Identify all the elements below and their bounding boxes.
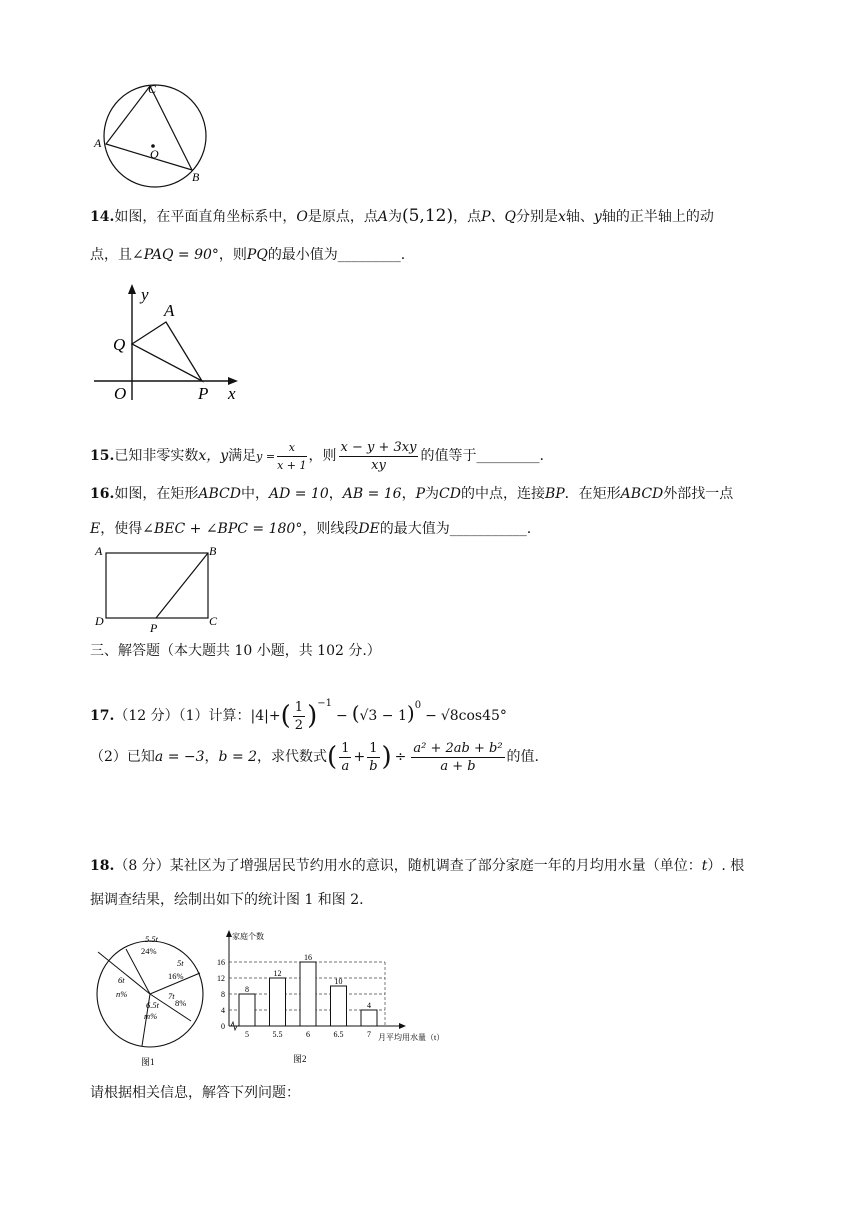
- bar-value-label: 12: [273, 969, 282, 978]
- text: ，: [328, 486, 343, 502]
- bar-chart-content: [217, 930, 444, 1042]
- bar-y-tick-label: 12: [217, 974, 225, 983]
- pie-slice-label: 6.5t: [146, 1000, 159, 1010]
- q16-line1: [90, 483, 733, 505]
- text: 是原点，点: [307, 209, 378, 225]
- math: A: [377, 209, 388, 225]
- fraction-x-over-x-plus-1: [277, 439, 306, 474]
- pie-slice-pct: 24%: [141, 946, 157, 956]
- text: 外部找一点: [663, 486, 734, 502]
- bar-y-axis-label: 家庭个数: [232, 932, 264, 941]
- label-a: A: [94, 136, 102, 150]
- math: P、Q: [481, 209, 516, 225]
- bar-y-tick-label: 8: [221, 990, 225, 999]
- numerator: x: [277, 439, 306, 457]
- paren-open: (: [327, 742, 338, 772]
- text: 分别是: [516, 209, 558, 225]
- pie-slice-label: 5t: [177, 958, 184, 968]
- denominator: x + 1: [277, 458, 307, 472]
- math: ∠PAQ = 90°: [132, 247, 219, 263]
- math: ∠BEC + ∠BPC = 180°: [142, 521, 303, 537]
- bar-y-tick-label: 16: [217, 958, 225, 967]
- math: t: [701, 858, 708, 874]
- label-y: y: [141, 285, 149, 304]
- numerator: 1: [294, 699, 304, 715]
- math: +: [353, 749, 366, 765]
- q17-number: 17.: [90, 708, 115, 724]
- denominator: a + b: [440, 758, 476, 774]
- text: （12 分）: [114, 708, 179, 724]
- q14-line2: [90, 244, 405, 266]
- label-o: O: [114, 384, 127, 403]
- math: |4|: [250, 708, 269, 724]
- pie-slice-label: 5.5t: [145, 934, 158, 944]
- math: ABCD: [198, 486, 241, 502]
- circle: [104, 85, 206, 187]
- pie-chart: [94, 926, 214, 1071]
- q15-number: 15.: [90, 448, 115, 464]
- text: 的最小值为_________.: [267, 247, 406, 263]
- math: AB = 16: [342, 486, 402, 502]
- bar-x-tick-label: 5: [245, 1030, 249, 1039]
- fraction-half: [293, 699, 305, 734]
- math: b = 2: [218, 749, 258, 765]
- text: ，使得: [100, 521, 143, 537]
- section-3-heading: 三、解答题（本大题共 10 小题，共 102 分.）: [90, 643, 381, 659]
- label-b: B: [192, 170, 200, 184]
- denominator: xy: [371, 457, 386, 473]
- math: (5,12): [401, 206, 454, 226]
- math: √3 − 1: [359, 708, 407, 724]
- exponent: −1: [317, 698, 332, 709]
- math: x: [558, 209, 566, 225]
- bar-x-tick-label: 6.5: [333, 1030, 344, 1039]
- q13-figure: [92, 82, 212, 194]
- text: （2）已知: [90, 749, 155, 765]
- bar: [239, 994, 255, 1026]
- q18-after: 请根据相关信息，解答下列问题：: [90, 1085, 300, 1101]
- text: ，: [204, 749, 219, 765]
- q14-line1: [90, 205, 714, 228]
- denominator: a: [341, 758, 350, 774]
- text: 为: [387, 209, 402, 225]
- text: （8 分）某社区为了增强居民节约用水的意识，随机调查了部分家庭一年的月均用水量（单位：: [114, 858, 702, 874]
- text: 满足: [228, 448, 257, 464]
- paren-close: ): [307, 701, 318, 731]
- math: y: [593, 209, 602, 225]
- text: ，: [401, 486, 416, 502]
- paren-close: ): [406, 701, 415, 725]
- label-p: P: [150, 621, 158, 633]
- math: BP: [544, 486, 565, 502]
- text: ，则: [218, 247, 247, 263]
- paren-close: ): [381, 742, 392, 772]
- exponent: 0: [414, 700, 422, 711]
- math: −: [425, 708, 437, 724]
- bar-x-tick-label: 5.5: [272, 1030, 283, 1039]
- q14-figure: [92, 282, 252, 404]
- text: 已知非零实数: [114, 448, 199, 464]
- label-c: C: [209, 614, 218, 628]
- bar-value-label: 4: [367, 1001, 371, 1010]
- y-arrow: [128, 284, 136, 294]
- text: 中，: [240, 486, 269, 502]
- q18-line1: [90, 855, 744, 877]
- label-x: x: [228, 384, 236, 403]
- label-d: D: [95, 614, 104, 628]
- pie-slice-label: 7t: [168, 991, 175, 1001]
- q14-number: 14.: [90, 209, 115, 225]
- math: −: [335, 708, 348, 724]
- text: 的值等于_________.: [420, 448, 544, 464]
- text: 为: [425, 486, 440, 502]
- text: 如图，在平面直角坐标系中，: [114, 209, 297, 225]
- math: ÷: [394, 749, 407, 765]
- fraction-big: [411, 740, 504, 775]
- text: 的值.: [506, 749, 539, 765]
- text: 轴、: [565, 209, 594, 225]
- bar-value-label: 8: [245, 985, 249, 994]
- bar: [270, 978, 286, 1026]
- paren-open: (: [351, 701, 360, 725]
- segment-bp: [156, 553, 208, 618]
- math: y =: [256, 450, 276, 463]
- bar-x-arrow: [399, 1023, 406, 1029]
- triangle-qap: [132, 322, 202, 381]
- bar: [331, 986, 347, 1026]
- pie-divider: [98, 952, 150, 994]
- text: ，求代数式: [257, 749, 328, 765]
- bar-x-tick-label: 7: [367, 1030, 371, 1039]
- text: ，则: [308, 448, 337, 464]
- text: ，点: [453, 209, 482, 225]
- triangle-abc: [106, 86, 192, 170]
- math: AD = 10: [268, 486, 329, 502]
- numerator: a² + 2ab + b²: [413, 740, 503, 756]
- paren-open: (: [280, 701, 291, 731]
- text: 如图，在矩形: [114, 486, 199, 502]
- bar-y-tick-label: 0: [221, 1022, 225, 1031]
- label-a: A: [95, 544, 103, 558]
- math: +: [268, 708, 281, 724]
- text: ）. 根: [707, 858, 745, 874]
- q16-line2: [90, 518, 531, 540]
- q17-part2: [90, 737, 539, 777]
- text: 点，且: [90, 247, 132, 263]
- q16-number: 16.: [90, 486, 115, 502]
- bar-x-axis-label: 月平均用水量（t）: [378, 1033, 445, 1042]
- q16-figure: [92, 543, 222, 633]
- numerator: 1: [341, 740, 350, 756]
- numerator: 1: [369, 740, 378, 756]
- pie-slice-pct: 8%: [175, 998, 187, 1008]
- math: a = −3: [154, 749, 205, 765]
- label-a: A: [164, 301, 175, 320]
- label-p: P: [198, 384, 209, 403]
- label-q: Q: [113, 335, 126, 354]
- pie-slice-pct: n%: [116, 989, 128, 999]
- math: E: [90, 521, 101, 537]
- q18-line2: 据调查结果，绘制出如下的统计图 1 和图 2.: [90, 892, 364, 908]
- math: DE: [358, 521, 380, 537]
- text: 的中点，连接: [460, 486, 545, 502]
- bar-value-label: 16: [304, 953, 312, 962]
- denominator: 2: [294, 717, 304, 733]
- q15: [90, 436, 544, 477]
- bar-caption: 图2: [293, 1054, 307, 1064]
- pie-caption: 图1: [141, 1057, 155, 1067]
- fraction-1-over-b: [367, 740, 379, 775]
- pie-slice-pct: m%: [144, 1011, 158, 1021]
- bar-value-label: 10: [334, 977, 343, 986]
- text: 的最大值为___________.: [379, 521, 532, 537]
- math: PQ: [246, 247, 268, 263]
- numerator: x − y + 3xy: [340, 439, 417, 455]
- math: √8cos45°: [440, 708, 507, 724]
- pie-slice-label: 6t: [118, 975, 125, 985]
- math: O: [296, 209, 308, 225]
- text: 轴的正半轴上的动: [601, 209, 714, 225]
- label-o: O: [150, 147, 159, 161]
- denominator: b: [369, 758, 378, 774]
- fraction-1-over-a: [339, 740, 351, 775]
- fraction-main: [339, 439, 419, 474]
- text: ，则线段: [302, 521, 359, 537]
- math: P: [415, 486, 426, 502]
- bar-y-tick-label: 4: [221, 1006, 225, 1015]
- rectangle-abcd: [106, 553, 208, 618]
- label-b: B: [209, 544, 217, 558]
- bar-x-tick-label: 6: [306, 1030, 310, 1039]
- q18-number: 18.: [90, 858, 115, 874]
- math: CD: [439, 486, 461, 502]
- math: ABCD: [620, 486, 664, 502]
- text: （1）计算：: [178, 708, 251, 724]
- bar: [300, 962, 316, 1026]
- bar: [361, 1010, 377, 1026]
- q17-part1: [90, 684, 507, 736]
- pie-slice-pct: 16%: [168, 971, 184, 981]
- math: x，y: [198, 448, 229, 464]
- label-c: C: [148, 82, 157, 96]
- bar-chart: [205, 926, 475, 1071]
- text: ．在矩形: [564, 486, 621, 502]
